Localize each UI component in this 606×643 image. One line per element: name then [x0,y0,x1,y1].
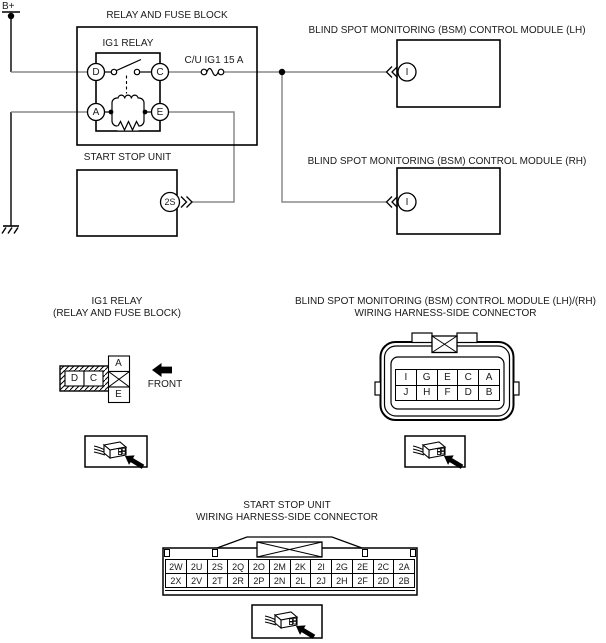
inline-connector-chevrons-icon [387,67,398,78]
pin-cell: A [479,370,499,385]
pin-cell: I [396,370,416,385]
front-label: FRONT [147,379,183,390]
pin-cell: G [417,370,437,385]
terminal-c-label: C [156,66,164,78]
pin-cell: 2W [166,560,186,573]
pin-cell: 2H [332,574,352,587]
pin-cell: 2X [166,574,186,587]
bsm-connector-title-line2: WIRING HARNESS-SIDE CONNECTOR [354,308,537,319]
ssu-pin-grid [165,559,415,588]
pin-cell: F [438,386,458,401]
fuse-icon [201,69,224,76]
pin-cell: D [458,386,478,401]
ground-icon [2,112,19,234]
terminal-a-label: A [92,106,100,118]
fuse-label: C/U IG1 15 A [184,55,244,66]
pin-cell: 2V [187,574,207,587]
ig1-connector-title-line2: (RELAY AND FUSE BLOCK) [53,308,181,319]
terminal-e-label: E [156,106,164,118]
pin-cell: 2U [187,560,207,573]
pin-cell: 2I [311,560,331,573]
ig1-relay-title: IG1 RELAY [102,38,154,49]
pin-cell: E [438,370,458,385]
pin-cell: 2F [353,574,373,587]
pin-cell: C [458,370,478,385]
latch-icon [257,542,322,557]
ssu-connector-title-line2: WIRING HARNESS-SIDE CONNECTOR [195,512,379,523]
pin-cell: 2O [249,560,269,573]
pin-cell: 2R [228,574,248,587]
pin-cell: 2A [394,560,414,573]
harness-connector-icon-3 [252,605,322,642]
pin-cell: 2L [291,574,311,587]
pin-cell: 2T [208,574,228,587]
pin-cell: 2D [374,574,394,587]
inline-connector-chevrons-icon [387,197,398,208]
pin-cell: 2K [291,560,311,573]
inline-connector-chevrons-icon [181,197,192,208]
pin-cell: 2N [270,574,290,587]
pin-a-label: A [115,358,122,369]
junction-dot [279,69,285,75]
bsm-rh-title: BLIND SPOT MONITORING (BSM) CONTROL MODULE (RH) [307,156,587,167]
pin-d-label: D [70,373,79,384]
pin-cell: H [417,386,437,401]
pin-cell: 2G [332,560,352,573]
terminal-2s-label: 2S [164,197,176,207]
relay-coil-icon [105,94,152,131]
terminal-i-rh-label: I [405,196,409,208]
pin-cell: J [396,386,416,401]
terminal-d-label: D [92,66,100,78]
bsm-connector-title-line1: BLIND SPOT MONITORING (BSM) CONTROL MODULE (LH)/(RH) [295,296,596,307]
terminal-i-lh-label: I [405,66,409,78]
pin-cell: 2S [208,560,228,573]
pin-cell: 2P [249,574,269,587]
ssu-title: START STOP UNIT [83,152,172,163]
harness-connector-icon-1 [85,436,147,472]
harness-connector-icon-2 [405,436,465,472]
pin-cell: 2C [374,560,394,573]
ig1-connector-title-line1: IG1 RELAY [91,296,143,307]
ssu-connector-title-line1: START STOP UNIT [243,500,331,511]
bsm-pin-grid [395,369,500,401]
bsm-lh-title: BLIND SPOT MONITORING (BSM) CONTROL MODULE (LH) [308,25,586,36]
pin-cell: 2Q [228,560,248,573]
battery-positive-icon [2,12,20,72]
pin-cell: 2E [353,560,373,573]
latch-icon [432,336,457,353]
wires [11,72,386,202]
pin-cell: 2J [311,574,331,587]
relay-switch-icon [105,60,152,97]
pin-cell: 2M [270,560,290,573]
pin-c-label: C [89,373,98,384]
pin-cell: B [479,386,499,401]
pin-e-label: E [115,389,122,400]
front-arrow-icon [152,363,172,377]
relay-fuse-block-title: RELAY AND FUSE BLOCK [106,10,228,21]
pin-cell: 2B [394,574,414,587]
battery-positive-label: B+ [2,1,15,12]
